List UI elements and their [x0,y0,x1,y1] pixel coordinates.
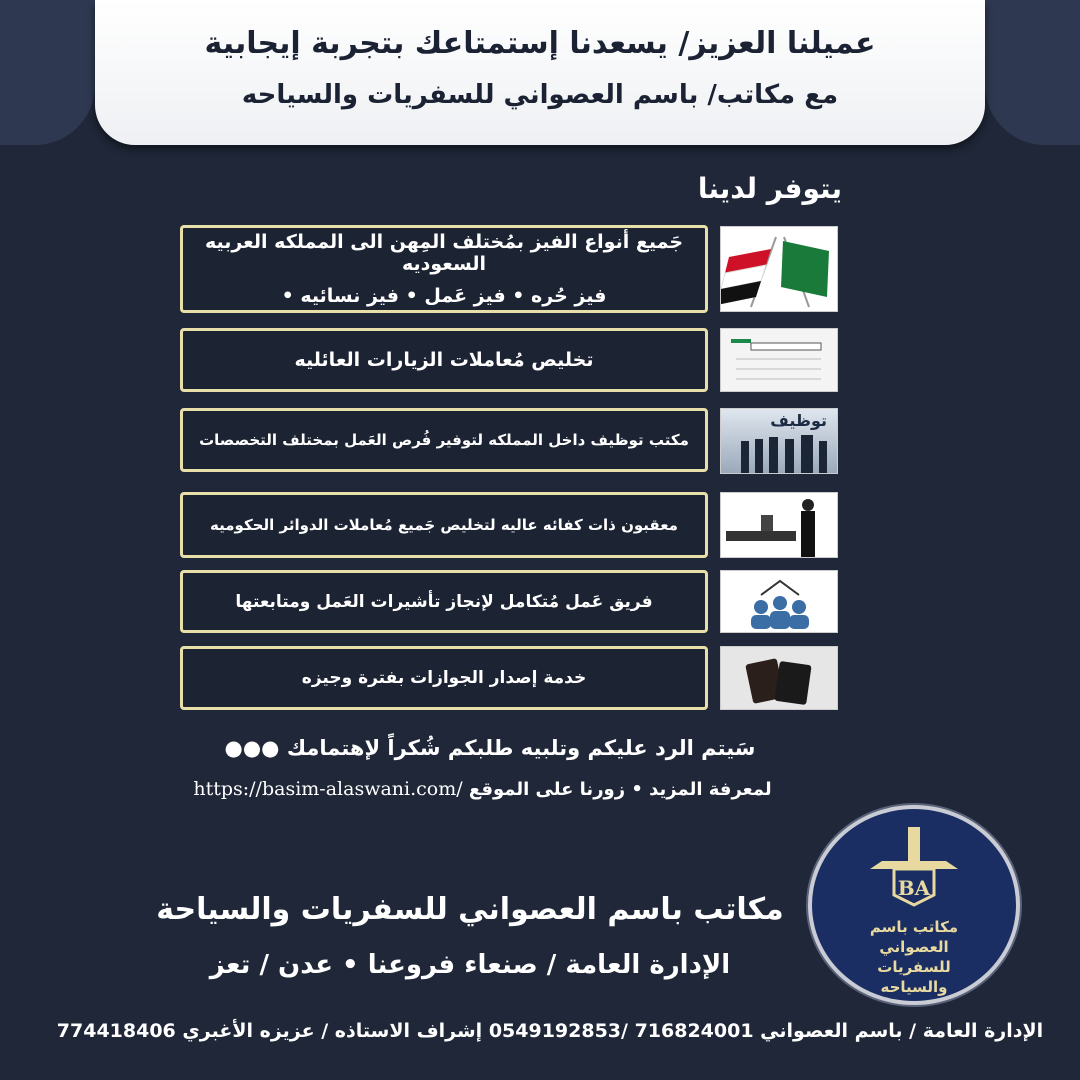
thanks-text: سَيتم الرد عليكم وتلبيه طلبكم شُكراً لإهتمامك ●●● [224,736,756,760]
service-text: معقبون ذات كفائه عاليه لتخليص جَميع مُعاملات الدوائر الحكوميه [210,516,678,534]
service-text: جَميع أنواع الفيز بمُختلف المِهن الى المملكه العربيه السعوديه [204,231,684,275]
more-label: لمعرفة المزيد • زورنا على الموقع [468,779,772,800]
employment-icon [720,408,838,474]
employment-label: توظيف [770,411,827,430]
service-row [180,570,708,633]
service-text: فريق عَمل مُتكامل لإنجاز تأشيرات العَمل ومتابعتها [235,591,653,612]
service-row [180,492,708,558]
more-info [165,778,800,800]
service-text: تخليص مُعاملات الزيارات العائليه [294,349,594,371]
office-desk-icon [720,492,838,558]
service-row [180,225,708,313]
banner-line-1: عميلنا العزيز/ يسعدنا إستمتاعك بتجربة إيجابية [204,26,876,61]
flags-icon [720,226,838,312]
passports-icon [720,646,838,710]
company-logo [808,805,1020,1005]
service-text: مكتب توظيف داخل المملكه لتوفير فُرص العَمل بمختلف التخصصات [199,431,689,449]
header-banner [95,0,985,145]
logo-text [812,917,1016,997]
document-icon [720,328,838,392]
service-row [180,646,708,710]
airplane-monogram-icon [812,809,1016,919]
section-title: يتوفر لدينا [697,172,842,205]
service-text: خدمة إصدار الجوازات بفترة وجيزه [301,668,587,688]
banner-curl-right [985,0,1080,145]
branches: الإدارة العامة / صنعاء فروعنا • عدن / تعز [209,950,731,980]
service-row [180,408,708,472]
service-subtext: فيز حُره • فيز عَمل • فيز نسائيه • [281,285,607,307]
company-name: مكاتب باسم العصواني للسفريات والسياحة [156,892,784,927]
service-row [180,328,708,392]
banner-curl-left [0,0,95,145]
contacts: الإدارة العامة / باسم العصواني 716824001 /0549192853 إشراف الاستاذه / عزيزه الأغبري 774418406 [56,1020,1044,1042]
website-link[interactable]: https://basim-alaswani.com/ [193,778,463,800]
team-icon [720,570,838,633]
banner-line-2: مع مكاتب/ باسم العصواني للسفريات والسياحه [241,80,839,110]
logo-text-line: مكاتب باسم العصواني للسفريات والسياحه [869,918,959,996]
svg-text:BA: BA [897,876,931,900]
